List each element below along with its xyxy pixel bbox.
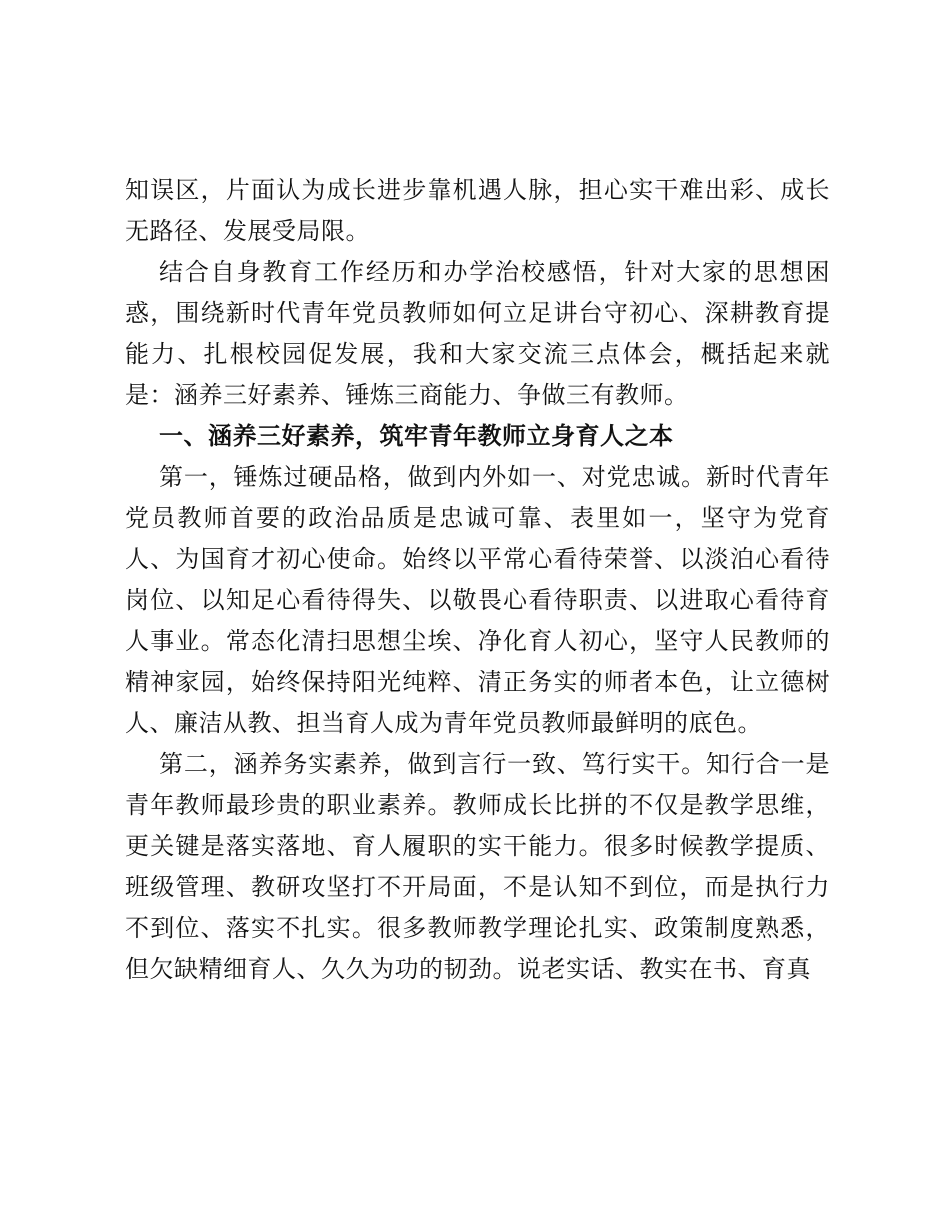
section-heading: 一、涵养三好素养，筑牢青年教师立身育人之本 bbox=[159, 422, 674, 450]
document-body bbox=[125, 170, 830, 990]
paragraph-body: 第一，锤炼过硬品格，做到内外如一、对党忠诚。新时代青年党员教师首要的政治品质是忠诚可靠、表里如一，坚守为党育人、为国育才初心使命。始终以平常心看待荣誉、以淡泊心看待岗位、以知足心看待得失、以敬畏心看待职责、以进取心看待育人事业。常态化清扫思想尘埃、净化育人初心，坚守人民教师的精神家园，始终保持阳光纯粹、清正务实的师者本色，让立德树人、廉洁从教、担当育人成为青年党员教师最鲜明的底色。 bbox=[125, 463, 830, 737]
paragraph-continuation: 知误区，片面认为成长进步靠机遇人脉，担心实干难出彩、成长无路径、发展受局限。 bbox=[125, 176, 830, 245]
paragraph-body: 结合自身教育工作经历和办学治校感悟，针对大家的思想困惑，围绕新时代青年党员教师如何立足讲台守初心、深耕教育提能力、扎根校园促发展，我和大家交流三点体会，概括起来就是：涵养三好素养、锤炼三商能力、争做三有教师。 bbox=[125, 258, 830, 409]
paragraph-body: 第二，涵养务实素养，做到言行一致、笃行实干。知行合一是青年教师最珍贵的职业素养。教师成长比拼的不仅是教学思维，更关键是落实落地、育人履职的实干能力。很多时候教学提质、班级管理、教研攻坚打不开局面，不是认知不到位，而是执行力不到位、落实不扎实。很多教师教学理论扎实、政策制度熟悉，但欠缺精细育人、久久为功的韧劲。说老实话、教实在书、育真 bbox=[125, 750, 830, 983]
